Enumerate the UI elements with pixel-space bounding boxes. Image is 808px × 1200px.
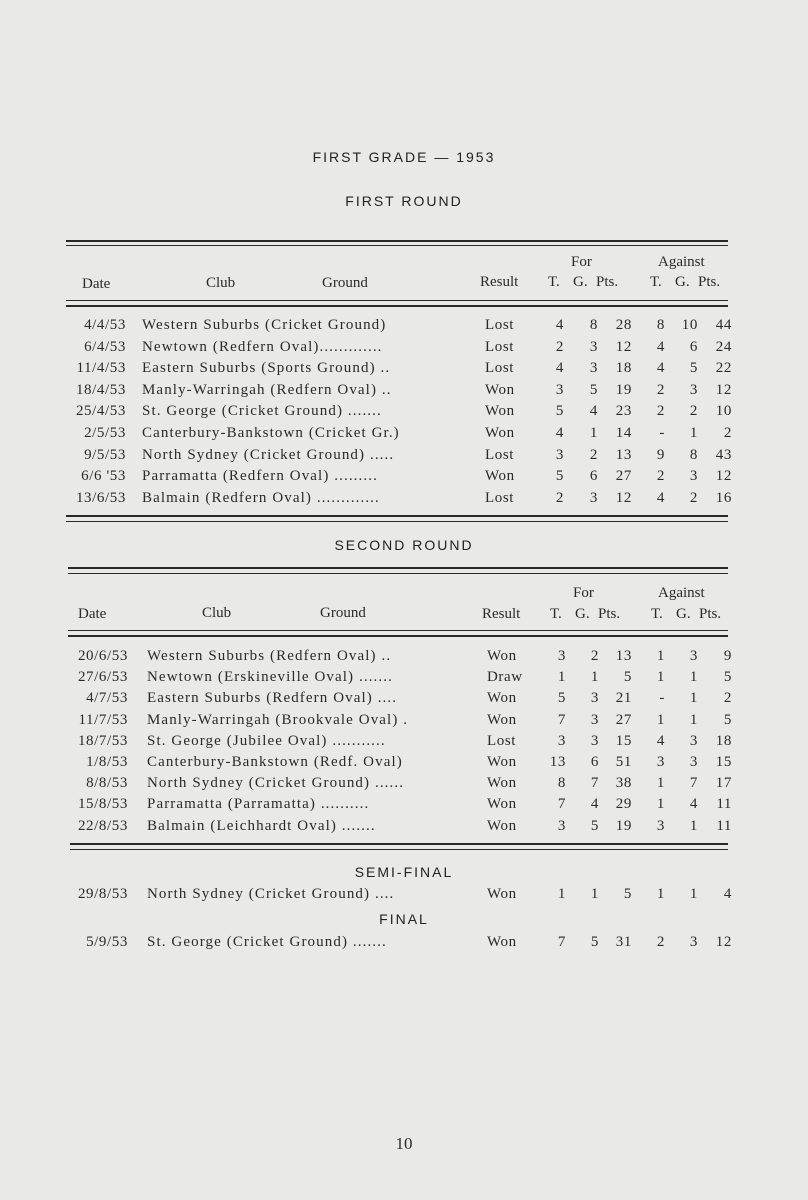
result-cell: Won bbox=[487, 934, 517, 950]
against-goals-cell: 1 bbox=[689, 817, 698, 834]
for-points-cell: 38 bbox=[615, 775, 632, 792]
for-tries-cell: 13 bbox=[549, 754, 566, 770]
match-cell: Canterbury-Bankstown (Cricket Gr.) bbox=[142, 425, 400, 441]
table-row bbox=[0, 816, 808, 837]
date-cell: 20/6/53 bbox=[77, 648, 128, 664]
for-points-cell: 19 bbox=[615, 381, 632, 398]
against-tries-cell: 1 bbox=[656, 796, 665, 813]
page-number: 10 bbox=[395, 1134, 413, 1153]
for-goals-cell: 1 bbox=[589, 425, 598, 441]
against-goals-cell: 6 bbox=[689, 338, 698, 355]
for-points-cell: 12 bbox=[615, 489, 632, 506]
for-tries-cell: 1 bbox=[557, 886, 566, 902]
col-against-header: Against bbox=[658, 585, 705, 601]
result-cell: Won bbox=[485, 468, 515, 485]
against-tries-cell: - bbox=[659, 690, 665, 707]
date-cell: 18/4/53 bbox=[75, 381, 126, 398]
for-tries-cell: 3 bbox=[557, 817, 566, 834]
date-cell: 15/8/53 bbox=[77, 796, 128, 813]
col-club-header: Club bbox=[202, 605, 232, 621]
rule bbox=[68, 630, 728, 631]
for-goals-cell: 3 bbox=[589, 338, 598, 355]
col-against-pts-header: Pts. bbox=[699, 606, 722, 622]
result-cell: Won bbox=[485, 403, 515, 420]
against-tries-cell: 1 bbox=[656, 711, 665, 728]
against-points-cell: 11 bbox=[716, 817, 732, 834]
second-round-heading: SECOND ROUND bbox=[334, 537, 474, 553]
for-points-cell: 5 bbox=[623, 886, 632, 902]
against-tries-cell: 3 bbox=[656, 754, 665, 770]
against-points-cell: 5 bbox=[723, 669, 732, 686]
against-goals-cell: 1 bbox=[689, 669, 698, 686]
for-goals-cell: 6 bbox=[590, 754, 599, 770]
match-cell: North Sydney (Cricket Ground) .... bbox=[147, 886, 395, 902]
against-goals-cell: 3 bbox=[689, 381, 698, 398]
table-row bbox=[0, 646, 808, 667]
against-tries-cell: 2 bbox=[656, 468, 665, 485]
result-cell: Lost bbox=[485, 489, 515, 506]
for-goals-cell: 5 bbox=[589, 381, 598, 398]
col-ground-header: Ground bbox=[320, 605, 366, 621]
for-tries-cell: 4 bbox=[555, 360, 564, 377]
for-tries-cell: 3 bbox=[557, 732, 566, 749]
result-cell: Won bbox=[485, 425, 515, 441]
date-cell: 11/7/53 bbox=[78, 711, 128, 728]
match-cell: Canterbury-Bankstown (Redf. Oval) bbox=[147, 754, 403, 770]
table-row bbox=[0, 884, 808, 905]
date-cell: 22/8/53 bbox=[77, 817, 128, 834]
against-tries-cell: 1 bbox=[656, 648, 665, 664]
for-tries-cell: 5 bbox=[555, 468, 564, 485]
date-cell: 29/8/53 bbox=[77, 886, 128, 902]
result-cell: Won bbox=[487, 775, 517, 792]
for-points-cell: 27 bbox=[615, 711, 632, 728]
result-cell: Won bbox=[487, 886, 517, 902]
for-tries-cell: 4 bbox=[555, 425, 564, 441]
against-tries-cell: 3 bbox=[656, 817, 665, 834]
for-points-cell: 31 bbox=[615, 934, 632, 950]
for-tries-cell: 3 bbox=[555, 381, 564, 398]
table-row bbox=[0, 337, 808, 358]
against-tries-cell: 2 bbox=[656, 381, 665, 398]
result-cell: Lost bbox=[487, 732, 517, 749]
against-tries-cell: 1 bbox=[656, 886, 665, 902]
table-row bbox=[0, 688, 808, 709]
date-cell: 9/5/53 bbox=[84, 446, 126, 463]
against-tries-cell: 8 bbox=[656, 317, 665, 333]
table-row bbox=[0, 401, 808, 422]
date-cell: 6/6 '53 bbox=[81, 468, 126, 485]
result-cell: Won bbox=[487, 817, 517, 834]
against-goals-cell: 1 bbox=[689, 886, 698, 902]
against-goals-cell: 3 bbox=[689, 754, 698, 770]
for-points-cell: 21 bbox=[615, 690, 632, 707]
for-points-cell: 14 bbox=[615, 425, 632, 441]
table-row bbox=[0, 667, 808, 688]
for-points-cell: 15 bbox=[615, 732, 632, 749]
for-tries-cell: 7 bbox=[557, 934, 566, 950]
match-cell: St. George (Cricket Ground) ....... bbox=[147, 934, 387, 950]
date-cell: 2/5/53 bbox=[84, 425, 126, 441]
for-tries-cell: 2 bbox=[555, 489, 564, 506]
against-goals-cell: 7 bbox=[689, 775, 698, 792]
table-row bbox=[0, 315, 808, 336]
result-cell: Draw bbox=[487, 669, 523, 686]
date-cell: 1/8/53 bbox=[86, 754, 128, 770]
match-cell: St. George (Jubilee Oval) ........... bbox=[147, 732, 386, 749]
match-cell: Balmain (Redfern Oval) ............. bbox=[142, 489, 380, 506]
against-points-cell: 22 bbox=[715, 360, 732, 377]
result-cell: Lost bbox=[485, 317, 515, 333]
for-goals-cell: 8 bbox=[589, 317, 598, 333]
for-goals-cell: 5 bbox=[590, 934, 599, 950]
for-goals-cell: 3 bbox=[590, 690, 599, 707]
for-goals-cell: 3 bbox=[589, 360, 598, 377]
against-goals-cell: 1 bbox=[689, 425, 698, 441]
col-for-g-header: G. bbox=[575, 606, 590, 622]
col-for-pts-header: Pts. bbox=[596, 274, 619, 290]
against-goals-cell: 3 bbox=[689, 468, 698, 485]
rule bbox=[70, 849, 728, 850]
first-round-heading: FIRST ROUND bbox=[345, 193, 463, 209]
date-cell: 25/4/53 bbox=[75, 403, 126, 420]
col-against-pts-header: Pts. bbox=[698, 274, 721, 290]
against-tries-cell: 4 bbox=[656, 489, 665, 506]
for-tries-cell: 4 bbox=[555, 317, 564, 333]
match-cell: Eastern Suburbs (Redfern Oval) .... bbox=[147, 690, 398, 707]
against-goals-cell: 4 bbox=[689, 796, 698, 813]
result-cell: Won bbox=[487, 690, 517, 707]
against-points-cell: 24 bbox=[715, 338, 732, 355]
against-tries-cell: - bbox=[659, 425, 665, 441]
match-cell: Newtown (Redfern Oval)............. bbox=[142, 338, 383, 355]
match-cell: Eastern Suburbs (Sports Ground) .. bbox=[142, 360, 391, 377]
final-heading: FINAL bbox=[379, 911, 429, 927]
against-goals-cell: 3 bbox=[689, 732, 698, 749]
against-tries-cell: 4 bbox=[656, 732, 665, 749]
date-cell: 18/7/53 bbox=[77, 732, 128, 749]
rule bbox=[66, 240, 728, 242]
for-tries-cell: 5 bbox=[557, 690, 566, 707]
against-points-cell: 12 bbox=[715, 381, 732, 398]
col-for-g-header: G. bbox=[573, 274, 588, 290]
for-points-cell: 51 bbox=[615, 754, 632, 770]
date-cell: 11/4/53 bbox=[76, 360, 126, 377]
for-goals-cell: 7 bbox=[590, 775, 599, 792]
col-club-header: Club bbox=[206, 275, 236, 291]
rule bbox=[66, 521, 728, 522]
match-cell: North Sydney (Cricket Ground) ...... bbox=[147, 775, 405, 792]
against-tries-cell: 1 bbox=[656, 775, 665, 792]
match-cell: Newtown (Erskineville Oval) ....... bbox=[147, 669, 393, 686]
col-against-header: Against bbox=[658, 254, 705, 270]
for-points-cell: 13 bbox=[615, 648, 632, 664]
table-row bbox=[0, 773, 808, 794]
against-goals-cell: 8 bbox=[689, 446, 698, 463]
result-cell: Lost bbox=[485, 360, 515, 377]
table-row bbox=[0, 358, 808, 379]
match-cell: Western Suburbs (Redfern Oval) .. bbox=[147, 648, 392, 664]
col-against-g-header: G. bbox=[675, 274, 690, 290]
for-goals-cell: 1 bbox=[590, 669, 599, 686]
rule bbox=[66, 515, 728, 517]
table-row bbox=[0, 794, 808, 815]
for-points-cell: 28 bbox=[615, 317, 632, 333]
against-points-cell: 11 bbox=[716, 796, 732, 813]
against-points-cell: 12 bbox=[715, 934, 732, 950]
for-points-cell: 12 bbox=[615, 338, 632, 355]
against-tries-cell: 2 bbox=[656, 934, 665, 950]
date-cell: 5/9/53 bbox=[86, 934, 128, 950]
against-points-cell: 18 bbox=[715, 732, 732, 749]
against-tries-cell: 2 bbox=[656, 403, 665, 420]
result-cell: Won bbox=[487, 796, 517, 813]
rule bbox=[66, 305, 728, 307]
table-row bbox=[0, 466, 808, 487]
against-tries-cell: 4 bbox=[656, 360, 665, 377]
against-tries-cell: 1 bbox=[656, 669, 665, 686]
col-against-g-header: G. bbox=[676, 606, 691, 622]
for-goals-cell: 1 bbox=[590, 886, 599, 902]
against-points-cell: 5 bbox=[723, 711, 732, 728]
result-cell: Lost bbox=[485, 446, 515, 463]
for-goals-cell: 6 bbox=[589, 468, 598, 485]
match-cell: North Sydney (Cricket Ground) ..... bbox=[142, 446, 395, 463]
col-for-t-header: T. bbox=[548, 274, 560, 290]
for-tries-cell: 5 bbox=[555, 403, 564, 420]
col-date-header: Date bbox=[78, 606, 107, 622]
for-points-cell: 5 bbox=[623, 669, 632, 686]
result-cell: Won bbox=[487, 754, 517, 770]
table-row bbox=[0, 445, 808, 466]
for-goals-cell: 3 bbox=[590, 711, 599, 728]
col-against-t-header: T. bbox=[650, 274, 662, 290]
col-against-t-header: T. bbox=[651, 606, 663, 622]
rule bbox=[66, 300, 728, 301]
table-row bbox=[0, 488, 808, 509]
date-cell: 4/7/53 bbox=[86, 690, 128, 707]
table-row bbox=[0, 731, 808, 752]
date-cell: 6/4/53 bbox=[84, 338, 126, 355]
rule bbox=[68, 573, 728, 574]
date-cell: 13/6/53 bbox=[75, 489, 126, 506]
for-points-cell: 19 bbox=[615, 817, 632, 834]
against-points-cell: 9 bbox=[723, 648, 732, 664]
against-points-cell: 15 bbox=[715, 754, 732, 770]
for-goals-cell: 5 bbox=[590, 817, 599, 834]
for-goals-cell: 3 bbox=[590, 732, 599, 749]
rule bbox=[68, 567, 728, 569]
for-tries-cell: 7 bbox=[557, 796, 566, 813]
against-points-cell: 10 bbox=[715, 403, 732, 420]
against-goals-cell: 1 bbox=[689, 690, 698, 707]
match-cell: Manly-Warringah (Brookvale Oval) . bbox=[147, 711, 409, 728]
against-points-cell: 17 bbox=[715, 775, 732, 792]
col-for-header: For bbox=[573, 585, 594, 601]
date-cell: 4/4/53 bbox=[84, 317, 126, 333]
semi-final-heading: SEMI-FINAL bbox=[354, 864, 454, 880]
col-for-t-header: T. bbox=[550, 606, 562, 622]
against-goals-cell: 1 bbox=[689, 711, 698, 728]
match-cell: St. George (Cricket Ground) ....... bbox=[142, 403, 382, 420]
against-points-cell: 43 bbox=[715, 446, 732, 463]
for-goals-cell: 2 bbox=[590, 648, 599, 664]
for-tries-cell: 7 bbox=[557, 711, 566, 728]
for-tries-cell: 3 bbox=[555, 446, 564, 463]
table-row bbox=[0, 423, 808, 444]
against-points-cell: 12 bbox=[715, 468, 732, 485]
col-ground-header: Ground bbox=[322, 275, 368, 291]
page-title: FIRST GRADE — 1953 bbox=[312, 149, 496, 165]
for-goals-cell: 4 bbox=[589, 403, 598, 420]
match-cell: Western Suburbs (Cricket Ground) bbox=[142, 317, 387, 333]
for-goals-cell: 4 bbox=[590, 796, 599, 813]
table-row bbox=[0, 932, 808, 953]
for-points-cell: 18 bbox=[615, 360, 632, 377]
col-date-header: Date bbox=[82, 276, 111, 292]
rule bbox=[66, 245, 728, 246]
for-goals-cell: 3 bbox=[589, 489, 598, 506]
against-points-cell: 2 bbox=[723, 690, 732, 707]
for-goals-cell: 2 bbox=[589, 446, 598, 463]
table-row bbox=[0, 710, 808, 731]
rule bbox=[68, 635, 728, 637]
against-goals-cell: 10 bbox=[681, 317, 698, 333]
match-cell: Parramatta (Redfern Oval) ......... bbox=[142, 468, 378, 485]
result-cell: Lost bbox=[485, 338, 515, 355]
for-points-cell: 23 bbox=[615, 403, 632, 420]
match-cell: Balmain (Leichhardt Oval) ....... bbox=[147, 817, 376, 834]
match-cell: Parramatta (Parramatta) .......... bbox=[147, 796, 370, 813]
against-goals-cell: 5 bbox=[689, 360, 698, 377]
match-cell: Manly-Warringah (Redfern Oval) .. bbox=[142, 381, 392, 398]
date-cell: 27/6/53 bbox=[77, 669, 128, 686]
against-goals-cell: 2 bbox=[689, 489, 698, 506]
result-cell: Won bbox=[487, 648, 517, 664]
for-points-cell: 27 bbox=[615, 468, 632, 485]
col-result-header: Result bbox=[480, 274, 519, 290]
against-points-cell: 16 bbox=[715, 489, 732, 506]
result-cell: Won bbox=[485, 381, 515, 398]
col-for-pts-header: Pts. bbox=[598, 606, 621, 622]
for-points-cell: 29 bbox=[615, 796, 632, 813]
for-points-cell: 13 bbox=[615, 446, 632, 463]
date-cell: 8/8/53 bbox=[86, 775, 128, 792]
for-tries-cell: 3 bbox=[557, 648, 566, 664]
rule bbox=[70, 843, 728, 845]
table-row bbox=[0, 752, 808, 773]
against-tries-cell: 9 bbox=[656, 446, 665, 463]
table-row bbox=[0, 380, 808, 401]
against-goals-cell: 3 bbox=[689, 648, 698, 664]
against-goals-cell: 3 bbox=[689, 934, 698, 950]
against-goals-cell: 2 bbox=[689, 403, 698, 420]
against-tries-cell: 4 bbox=[656, 338, 665, 355]
against-points-cell: 2 bbox=[723, 425, 732, 441]
col-for-header: For bbox=[571, 254, 592, 270]
col-result-header: Result bbox=[482, 606, 521, 622]
result-cell: Won bbox=[487, 711, 517, 728]
against-points-cell: 4 bbox=[723, 886, 732, 902]
for-tries-cell: 8 bbox=[557, 775, 566, 792]
for-tries-cell: 1 bbox=[557, 669, 566, 686]
against-points-cell: 44 bbox=[715, 317, 732, 333]
for-tries-cell: 2 bbox=[555, 338, 564, 355]
